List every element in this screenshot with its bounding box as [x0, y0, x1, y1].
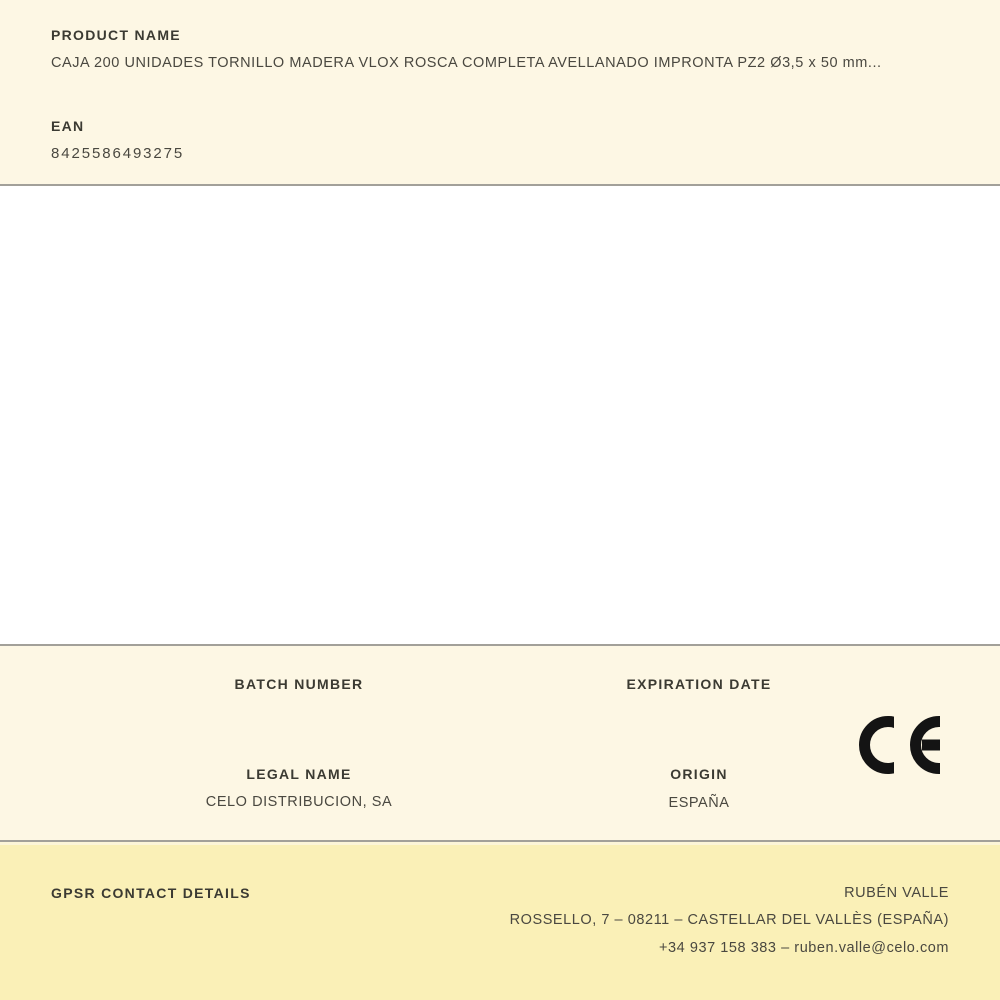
ce-mark-icon [859, 716, 941, 774]
legal-name-label: LEGAL NAME [246, 766, 352, 782]
contact-name: RUBÉN VALLE [844, 885, 949, 901]
contact-phone-email: +34 937 158 383 – ruben.valle@celo.com [659, 940, 949, 956]
origin-value: ESPAÑA [668, 795, 730, 811]
expiration-date-label: EXPIRATION DATE [626, 676, 772, 692]
details-section [0, 646, 1000, 840]
product-name-label: PRODUCT NAME [51, 27, 181, 43]
divider [0, 840, 1000, 842]
ean-label: EAN [51, 118, 85, 134]
legal-name-value: CELO DISTRIBUCION, SA [205, 794, 393, 810]
product-name-value: CAJA 200 UNIDADES TORNILLO MADERA VLOX ROSCA COMPLETA AVELLANADO IMPRONTA PZ2 Ø3,5 x 50 mm... [51, 55, 882, 71]
origin-label: ORIGIN [670, 766, 728, 782]
batch-number-label: BATCH NUMBER [234, 676, 364, 692]
empty-middle-section [0, 186, 1000, 644]
divider [0, 184, 1000, 186]
ean-value: 8425586493275 [51, 145, 185, 162]
contact-address: ROSSELLO, 7 – 08211 – CASTELLAR DEL VALLÈS (ESPAÑA) [509, 912, 949, 928]
gpsr-contact-details-label: GPSR CONTACT DETAILS [51, 885, 251, 901]
divider [0, 644, 1000, 646]
